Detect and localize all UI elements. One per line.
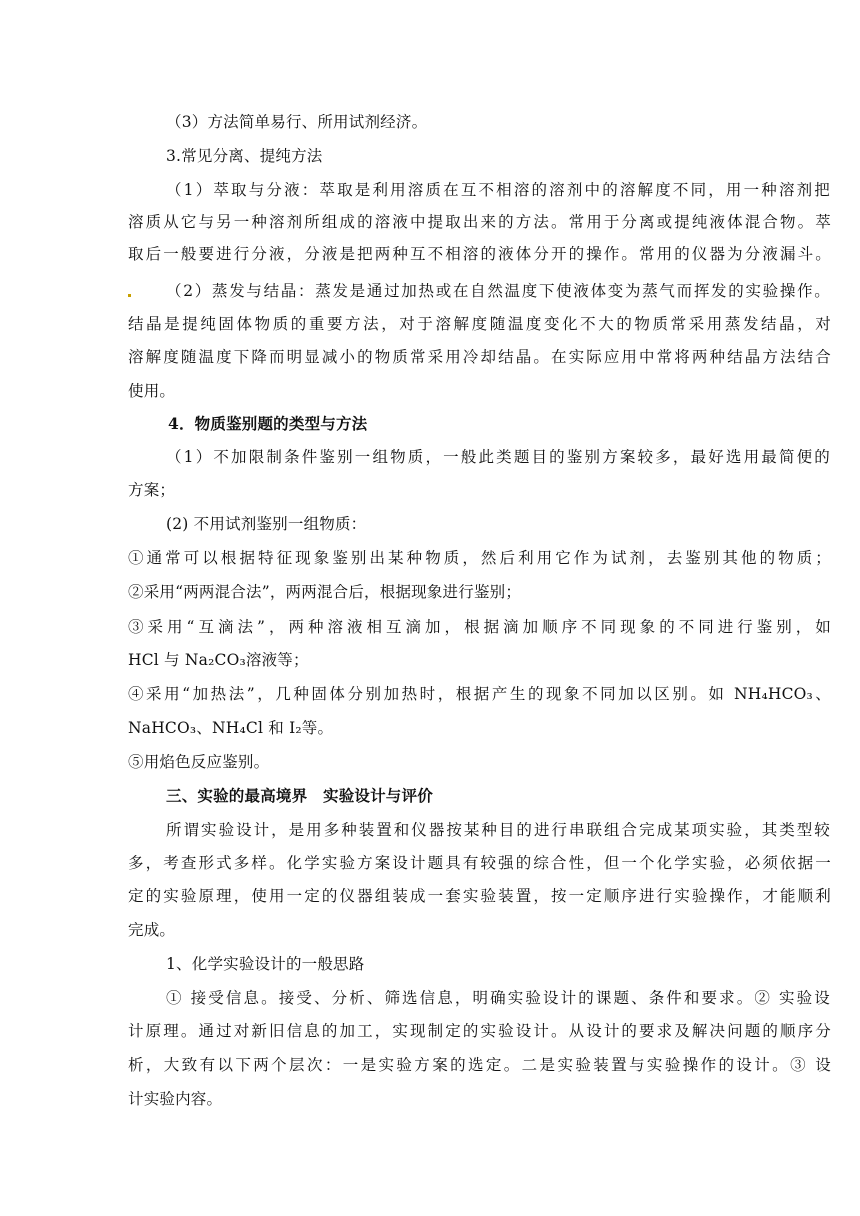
text-line: 溶解度随温度下降而明显减小的物质常采用冷却结晶。在实际应用中常将两种结晶方法结合 xyxy=(128,348,831,366)
text-line: 使用。 xyxy=(128,382,176,400)
text-line: 取后一般要进行分液，分液是把两种互不相溶的液体分开的操作。常用的仪器为分液漏斗。 xyxy=(128,245,831,263)
text-line: 析，大致有以下两个层次：一是实验方案的选定。二是实验装置与实验操作的设计。③ 设 xyxy=(128,1056,831,1074)
section-heading: 4．物质鉴别题的类型与方法 xyxy=(168,414,368,433)
text-line: 多，考查形式多样。化学实验方案设计题具有较强的综合性，但一个化学实验，必须依据一 xyxy=(128,854,831,872)
text-line: ① 接受信息。接受、分析、筛选信息，明确实验设计的课题、条件和要求。② 实验设 xyxy=(166,989,830,1007)
text-line: ①通常可以根据特征现象鉴别出某种物质，然后利用它作为试剂，去鉴别其他的物质； xyxy=(128,549,831,567)
text-line: ⑤用焰色反应鉴别。 xyxy=(128,753,270,771)
margin-mark xyxy=(128,294,131,297)
section-heading: 1、化学实验设计的一般思路 xyxy=(166,955,365,973)
text-line: ④采用“加热法”，几种固体分别加热时，根据产生的现象不同加以区别。如 NH₄HCO₃、 xyxy=(128,685,831,703)
text-line: ②采用“两两混合法”，两两混合后，根据现象进行鉴别； xyxy=(128,583,522,601)
text-line: 计原理。通过对新旧信息的加工，实现制定的实验设计。从设计的要求及解决问题的顺序分 xyxy=(128,1022,831,1040)
text-line: NaHCO₃、NH₄Cl 和 I₂等。 xyxy=(128,719,334,737)
text-line: （1）萃取与分液：萃取是利用溶质在互不相溶的溶剂中的溶解度不同，用一种溶剂把 xyxy=(166,181,830,199)
text-line: HCl 与 Na₂CO₃溶液等； xyxy=(128,651,309,669)
text-line: （2）蒸发与结晶：蒸发是通过加热或在自然温度下使液体变为蒸气而挥发的实验操作。 xyxy=(166,282,830,300)
text-line: （3）方法简单易行、所用试剂经济。 xyxy=(166,113,428,131)
text-line: （1）不加限制条件鉴别一组物质，一般此类题目的鉴别方案较多，最好选用最简便的 xyxy=(166,448,830,466)
text-line: 定的实验原理，使用一定的仪器组装成一套实验装置，按一定顺序进行实验操作，才能顺利 xyxy=(128,887,831,905)
text-line: 所谓实验设计，是用多种装置和仪器按某种目的进行串联组合完成某项实验，其类型较 xyxy=(166,821,830,839)
text-line: 结晶是提纯固体物质的重要方法，对于溶解度随温度变化不大的物质常采用蒸发结晶，对 xyxy=(128,315,831,333)
text-line: 完成。 xyxy=(128,921,176,939)
section-heading: 3.常见分离、提纯方法 xyxy=(166,147,323,165)
text-line: ③采用“互滴法”，两种溶液相互滴加，根据滴加顺序不同现象的不同进行鉴别，如 xyxy=(128,618,831,636)
section-heading: 三、实验的最高境界 实验设计与评价 xyxy=(166,786,433,805)
text-line: 方案； xyxy=(128,481,176,499)
text-line: 溶质从它与另一种溶剂所组成的溶液中提取出来的方法。常用于分离或提纯液体混合物。萃 xyxy=(128,213,831,231)
text-line: (2) 不用试剂鉴别一组物质： xyxy=(166,515,367,533)
text-line: 计实验内容。 xyxy=(128,1090,223,1108)
